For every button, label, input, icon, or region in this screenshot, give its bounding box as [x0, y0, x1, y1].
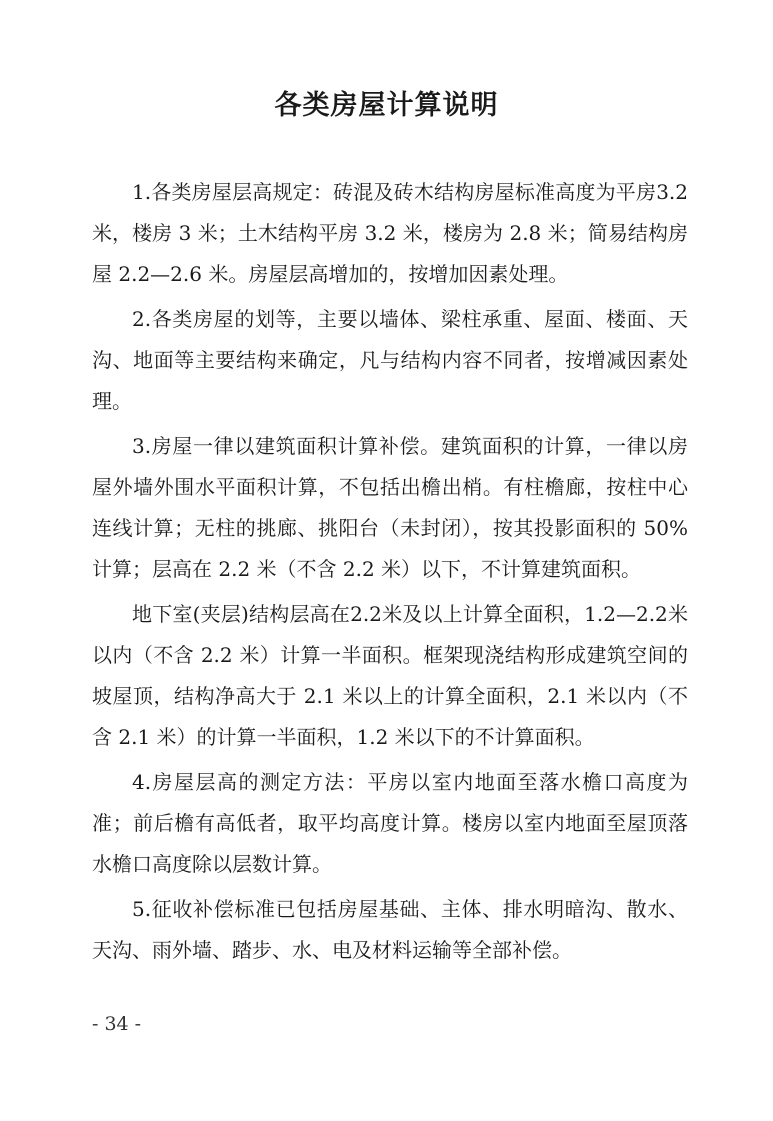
- paragraph-3: 3.房屋一律以建筑面积计算补偿。建筑面积的计算，一律以房屋外墙外围水平面积计算，不包括出檐出梢。有柱檐廊，按柱中心连线计算；无柱的挑廊、挑阳台（未封闭），按其投影面积的 50%计算；层高在 2.2 米（不含 2.2 米）以下，不计算建筑面积。: [92, 434, 688, 581]
- paragraph-2: 2.各类房屋的划等，主要以墙体、梁柱承重、屋面、楼面、天沟、地面等主要结构来确定，凡与结构内容不同者，按增减因素处理。: [92, 307, 688, 413]
- document-title: 各类房屋计算说明: [274, 90, 499, 121]
- paragraph-5: 5.征收补偿标准已包括房屋基础、主体、排水明暗沟、散水、天沟、雨外墙、踏步、水、电及材料运输等全部补偿。: [92, 897, 688, 962]
- document-body: [92, 172, 688, 975]
- paragraph-4: 4.房屋层高的测定方法：平房以室内地面至落水檐口高度为准；前后檐有高低者，取平均高度计算。楼房以室内地面至屋顶落水檐口高度除以层数计算。: [92, 770, 688, 876]
- page-number: - 34 -: [92, 1013, 142, 1035]
- paragraph-1: 1.各类房屋层高规定：砖混及砖木结构房屋标准高度为平房3.2 米，楼房 3 米；土木结构平房 3.2 米，楼房为 2.8 米；简易结构房屋 2.2—2.6 米。房屋层高增加的，按增加因素处理。: [92, 180, 688, 286]
- paragraph-basement: 地下室(夹层)结构层高在2.2米及以上计算全面积，1.2—2.2米以内（不含 2.2 米）计算一半面积。框架现浇结构形成建筑空间的坡屋顶，结构净高大于 2.1 米以上的计算全面积，2.1 米以内（不含 2.1 米）的计算一半面积，1.2 米以下的不计算面积。: [92, 602, 688, 749]
